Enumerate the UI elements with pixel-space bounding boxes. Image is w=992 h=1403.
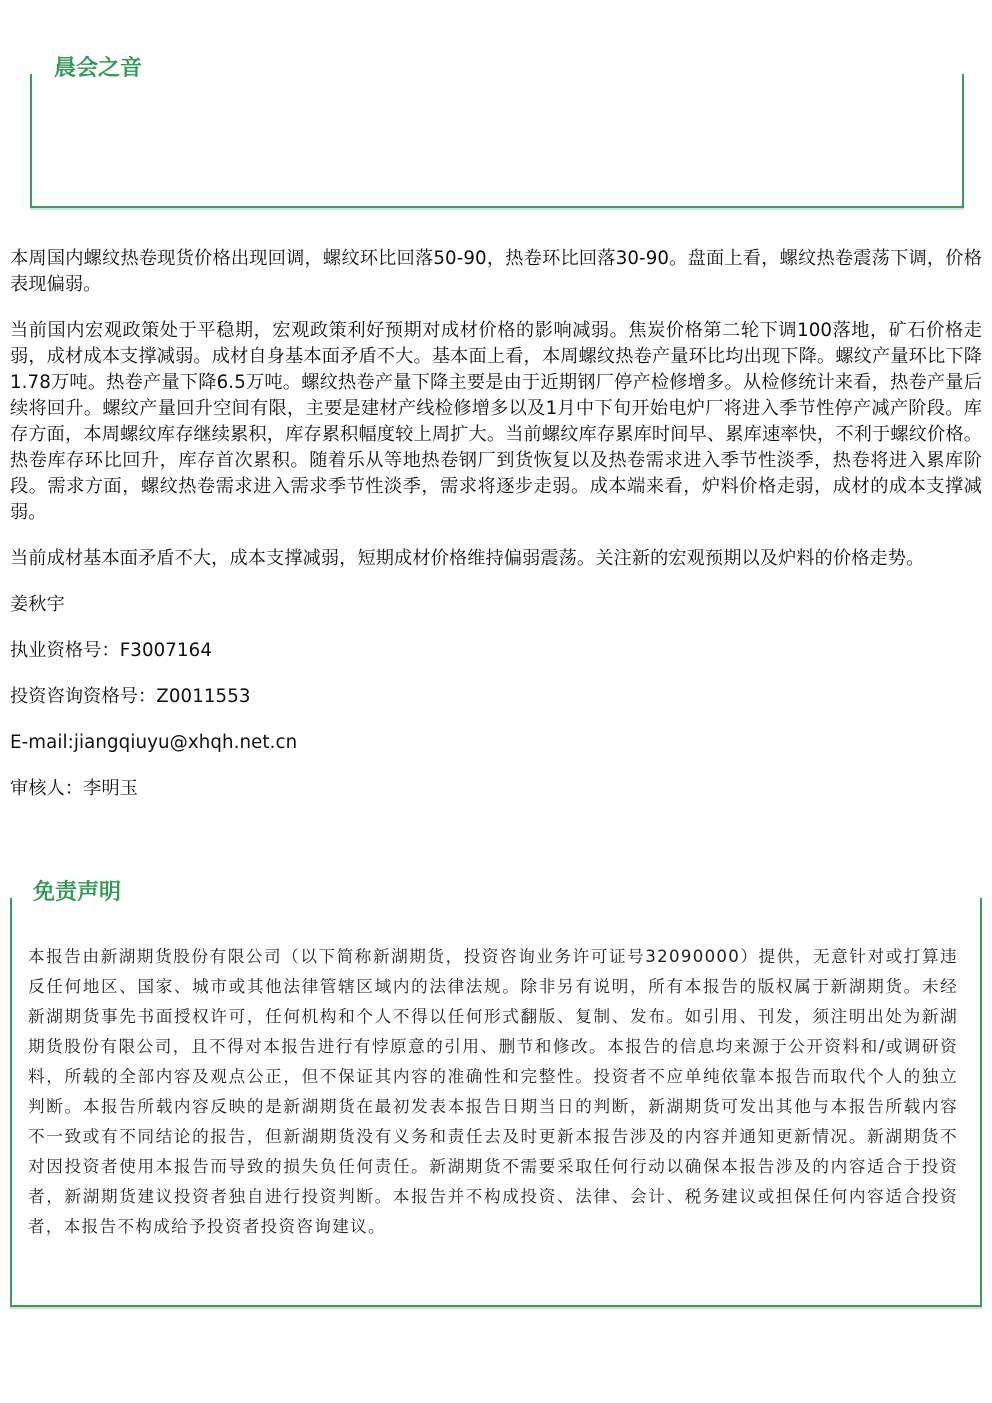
author-email: E-mail:jiangqiuyu@xhqh.net.cn — [10, 732, 298, 753]
report-body — [10, 246, 982, 822]
reviewer: 审核人：李明玉 — [10, 778, 139, 799]
consulting-license-number: 投资咨询资格号：Z0011553 — [10, 686, 251, 707]
paragraph-price-summary: 本周国内螺纹热卷现货价格出现回调，螺纹环比回落50-90，热卷环比回落30-90。盘面上看，螺纹热卷震荡下调，价格表现偏弱。 — [10, 248, 982, 295]
morning-voice-title: 晨会之音 — [48, 56, 148, 82]
morning-voice-box — [30, 74, 964, 208]
paragraph-fundamentals: 当前国内宏观政策处于平稳期，宏观政策利好预期对成材价格的影响减弱。焦炭价格第二轮下调100落地，矿石价格走弱，成材成本支撑减弱。成材自身基本面矛盾不大。基本面上看，本周螺纹热卷产量环比均出现下降。螺纹产量环比下降1.78万吨。热卷产量下降6.5万吨。螺纹热卷产量下降主要是由于近期钢厂停产检修增多。从检修统计来看，热卷产量后续将回升。螺纹产量回升空间有限，主要是建材产线检修增多以及1月中下旬开始电炉厂将进入季节性停产减产阶段。库存方面，本周螺纹库存继续累积，库存累积幅度较上周扩大。当前螺纹库存累库时间早、累库速率快，不利于螺纹价格。热卷库存环比回升，库存首次累积。随着乐从等地热卷钢厂到货恢复以及热卷需求进入季节性淡季，热卷将进入累库阶段。需求方面，螺纹热卷需求进入需求季节性淡季，需求将逐步走弱。成本端来看，炉料价格走弱，成材的成本支撑减弱。 — [10, 320, 982, 523]
license-number: 执业资格号：F3007164 — [10, 640, 212, 661]
paragraph-outlook: 当前成材基本面矛盾不大，成本支撑减弱，短期成材价格维持偏弱震荡。关注新的宏观预期以及炉料的价格走势。 — [10, 548, 925, 569]
disclaimer-text: 本报告由新湖期货股份有限公司（以下简称新湖期货，投资咨询业务许可证号32090000）提供，无意针对或打算违反任何地区、国家、城市或其他法律管辖区域内的法律法规。除非另有说明，所有本报告的版权属于新湖期货。未经新湖期货事先书面授权许可，任何机构和个人不得以任何形式翻版、复制、发布。如引用、刊发，须注明出处为新湖期货股份有限公司，且不得对本报告进行有悖原意的引用、删节和修改。本报告的信息均来源于公开资料和/或调研资料，所载的全部内容及观点公正，但不保证其内容的准确性和完整性。投资者不应单纯依靠本报告而取代个人的独立判断。本报告所载内容反映的是新湖期货在最初发表本报告日期当日的判断，新湖期货可发出其他与本报告所载内容不一致或有不同结论的报告，但新湖期货没有义务和责任去及时更新本报告涉及的内容并通知更新情况。新湖期货不对因投资者使用本报告而导致的损失负任何责任。新湖期货不需要采取任何行动以确保本报告涉及的内容适合于投资者，新湖期货建议投资者独自进行投资判断。本报告并不构成投资、法律、会计、税务建议或担保任何内容适合投资者，本报告不构成给予投资者投资咨询建议。 — [28, 947, 958, 1236]
disclaimer-title: 免责声明 — [27, 880, 127, 906]
author-name: 姜秋宇 — [10, 594, 65, 615]
